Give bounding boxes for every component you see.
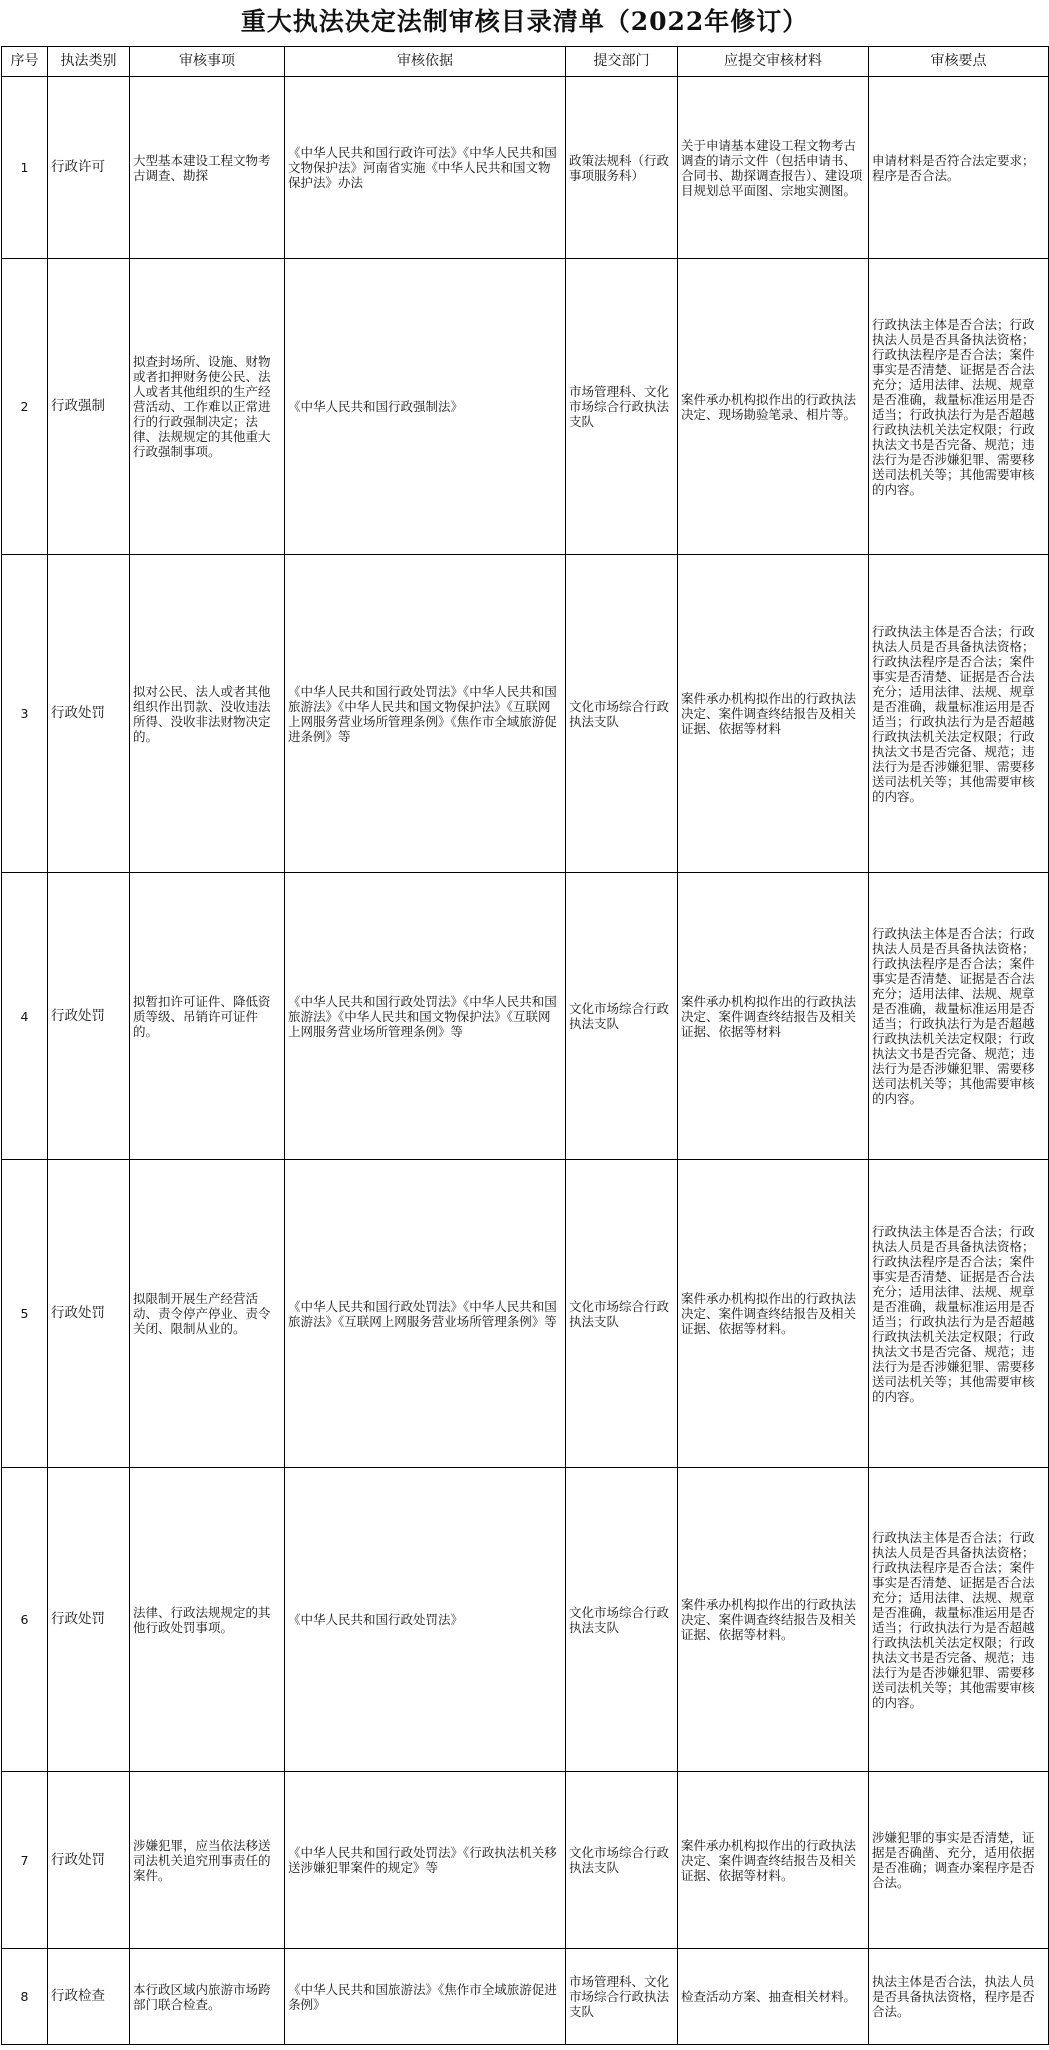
table-row bbox=[2, 77, 1049, 259]
row-item: 涉嫌犯罪，应当依法移送司法机关追究刑事责任的案件。 bbox=[130, 1772, 285, 1949]
row-basis: 《中华人民共和国行政处罚法》《中华人民共和国旅游法》《中华人民共和国文物保护法》《互联网上网服务营业场所管理条例》《焦作市全域旅游促进条例》等 bbox=[285, 555, 566, 873]
table-row bbox=[2, 1949, 1049, 2045]
row-points: 执法主体是否合法，执法人员是否具备执法资格，程序是否合法。 bbox=[869, 1949, 1049, 2045]
row-points: 行政执法主体是否合法；行政执法人员是否具备执法资格；行政执法程序是否合法；案件事实是否清楚、证据是否合法充分；适用法律、法规、规章是否准确，裁量标准运用是否适当；行政执法行为是否超越行政执法机关法定权限；行政执法文书是否完备、规范；违法行为是否涉嫌犯罪、需要移送司法机关等；其他需要审核的内容。 bbox=[869, 1160, 1049, 1468]
row-materials: 案件承办机构拟作出的行政执法决定、案件调查终结报告及相关证据、依据等材料。 bbox=[678, 1772, 869, 1949]
row-department: 文化市场综合行政执法支队 bbox=[566, 1772, 678, 1949]
row-category: 行政处罚 bbox=[48, 1772, 130, 1949]
row-materials: 案件承办机构拟作出的行政执法决定、案件调查终结报告及相关证据、依据等材料。 bbox=[678, 1468, 869, 1772]
row-basis: 《中华人民共和国行政许可法》《中华人民共和国文物保护法》河南省实施《中华人民共和国文物保护法》办法 bbox=[285, 77, 566, 259]
table-row bbox=[2, 555, 1049, 873]
row-points: 申请材料是否符合法定要求；程序是否合法。 bbox=[869, 77, 1049, 259]
table-row bbox=[2, 1772, 1049, 1949]
row-no: 6 bbox=[2, 1468, 48, 1772]
row-no: 2 bbox=[2, 259, 48, 555]
row-basis: 《中华人民共和国行政处罚法》《中华人民共和国旅游法》《中华人民共和国文物保护法》《互联网上网服务营业场所管理条例》等 bbox=[285, 873, 566, 1160]
header-materials: 应提交审核材料 bbox=[678, 47, 869, 77]
row-basis: 《中华人民共和国旅游法》《焦作市全域旅游促进条例》 bbox=[285, 1949, 566, 2045]
row-materials: 案件承办机构拟作出的行政执法决定、案件调查终结报告及相关证据、依据等材料 bbox=[678, 873, 869, 1160]
row-materials: 案件承办机构拟作出的行政执法决定、案件调查终结报告及相关证据、依据等材料 bbox=[678, 555, 869, 873]
row-materials: 关于申请基本建设工程文物考古调查的请示文件（包括申请书、合同书、勘探调查报告）、建设项目规划总平面图、宗地实测图。 bbox=[678, 77, 869, 259]
row-materials: 检查活动方案、抽查相关材料。 bbox=[678, 1949, 869, 2045]
table-row bbox=[2, 1160, 1049, 1468]
row-category: 行政许可 bbox=[48, 77, 130, 259]
row-materials: 案件承办机构拟作出的行政执法决定、现场勘验笔录、相片等。 bbox=[678, 259, 869, 555]
row-materials: 案件承办机构拟作出的行政执法决定、案件调查终结报告及相关证据、依据等材料。 bbox=[678, 1160, 869, 1468]
row-no: 5 bbox=[2, 1160, 48, 1468]
header-item: 审核事项 bbox=[130, 47, 285, 77]
header-basis: 审核依据 bbox=[285, 47, 566, 77]
row-category: 行政处罚 bbox=[48, 555, 130, 873]
row-category: 行政处罚 bbox=[48, 873, 130, 1160]
row-department: 文化市场综合行政执法支队 bbox=[566, 873, 678, 1160]
row-item: 拟对公民、法人或者其他组织作出罚款、没收违法所得、没收非法财物决定的。 bbox=[130, 555, 285, 873]
row-basis: 《中华人民共和国行政处罚法》《中华人民共和国旅游法》《互联网上网服务营业场所管理条例》等 bbox=[285, 1160, 566, 1468]
row-category: 行政处罚 bbox=[48, 1160, 130, 1468]
row-department: 市场管理科、文化市场综合行政执法支队 bbox=[566, 259, 678, 555]
row-points: 涉嫌犯罪的事实是否清楚，证据是否确凿、充分，适用依据是否准确；调查办案程序是否合法。 bbox=[869, 1772, 1049, 1949]
row-no: 7 bbox=[2, 1772, 48, 1949]
row-item: 拟查封场所、设施、财物或者扣押财务使公民、法人或者其他组织的生产经营活动、工作难以正常进行的行政强制决定；法律、法规规定的其他重大行政强制事项。 bbox=[130, 259, 285, 555]
row-no: 8 bbox=[2, 1949, 48, 2045]
row-department: 文化市场综合行政执法支队 bbox=[566, 555, 678, 873]
header-points: 审核要点 bbox=[869, 47, 1049, 77]
row-basis: 《中华人民共和国行政处罚法》《行政执法机关移送涉嫌犯罪案件的规定》等 bbox=[285, 1772, 566, 1949]
row-basis: 《中华人民共和国行政处罚法》 bbox=[285, 1468, 566, 1772]
row-basis: 《中华人民共和国行政强制法》 bbox=[285, 259, 566, 555]
row-points: 行政执法主体是否合法；行政执法人员是否具备执法资格；行政执法程序是否合法；案件事实是否清楚、证据是否合法充分；适用法律、法规、规章是否准确，裁量标准运用是否适当；行政执法行为是否超越行政执法机关法定权限；行政执法文书是否完备、规范；违法行为是否涉嫌犯罪、需要移送司法机关等；其他需要审核的内容。 bbox=[869, 555, 1049, 873]
row-item: 拟暂扣许可证件、降低资质等级、吊销许可证件的。 bbox=[130, 873, 285, 1160]
header-category: 执法类别 bbox=[48, 47, 130, 77]
document-title: 重大执法决定法制审核目录清单（2022年修订） bbox=[240, 7, 809, 36]
row-item: 本行政区域内旅游市场跨部门联合检查。 bbox=[130, 1949, 285, 2045]
table-header-row bbox=[2, 47, 1049, 77]
row-department: 文化市场综合行政执法支队 bbox=[566, 1160, 678, 1468]
row-item: 拟限制开展生产经营活动、责令停产停业、责令关闭、限制从业的。 bbox=[130, 1160, 285, 1468]
row-no: 3 bbox=[2, 555, 48, 873]
row-item: 法律、行政法规规定的其他行政处罚事项。 bbox=[130, 1468, 285, 1772]
review-catalog-table bbox=[1, 46, 1049, 2045]
row-points: 行政执法主体是否合法；行政执法人员是否具备执法资格；行政执法程序是否合法；案件事实是否清楚、证据是否合法充分；适用法律、法规、规章是否准确，裁量标准运用是否适当；行政执法行为是否超越行政执法机关法定权限；行政执法文书是否完备、规范；违法行为是否涉嫌犯罪、需要移送司法机关等；其他需要审核的内容。 bbox=[869, 1468, 1049, 1772]
row-category: 行政强制 bbox=[48, 259, 130, 555]
row-points: 行政执法主体是否合法；行政执法人员是否具备执法资格；行政执法程序是否合法；案件事实是否清楚、证据是否合法充分；适用法律、法规、规章是否准确，裁量标准运用是否适当；行政执法行为是否超越行政执法机关法定权限；行政执法文书是否完备、规范；违法行为是否涉嫌犯罪、需要移送司法机关等；其他需要审核的内容。 bbox=[869, 873, 1049, 1160]
row-department: 市场管理科、文化市场综合行政执法支队 bbox=[566, 1949, 678, 2045]
header-department: 提交部门 bbox=[566, 47, 678, 77]
row-category: 行政处罚 bbox=[48, 1468, 130, 1772]
row-department: 政策法规科（行政事项服务科） bbox=[566, 77, 678, 259]
row-item: 大型基本建设工程文物考古调查、勘探 bbox=[130, 77, 285, 259]
table-row bbox=[2, 259, 1049, 555]
row-department: 文化市场综合行政执法支队 bbox=[566, 1468, 678, 1772]
row-no: 1 bbox=[2, 77, 48, 259]
row-category: 行政检查 bbox=[48, 1949, 130, 2045]
header-no: 序号 bbox=[2, 47, 48, 77]
row-points: 行政执法主体是否合法；行政执法人员是否具备执法资格；行政执法程序是否合法；案件事实是否清楚、证据是否合法充分；适用法律、法规、规章是否准确，裁量标准运用是否适当；行政执法行为是否超越行政执法机关法定权限；行政执法文书是否完备、规范；违法行为是否涉嫌犯罪、需要移送司法机关等；其他需要审核的内容。 bbox=[869, 259, 1049, 555]
table-row bbox=[2, 1468, 1049, 1772]
table-row bbox=[2, 873, 1049, 1160]
row-no: 4 bbox=[2, 873, 48, 1160]
